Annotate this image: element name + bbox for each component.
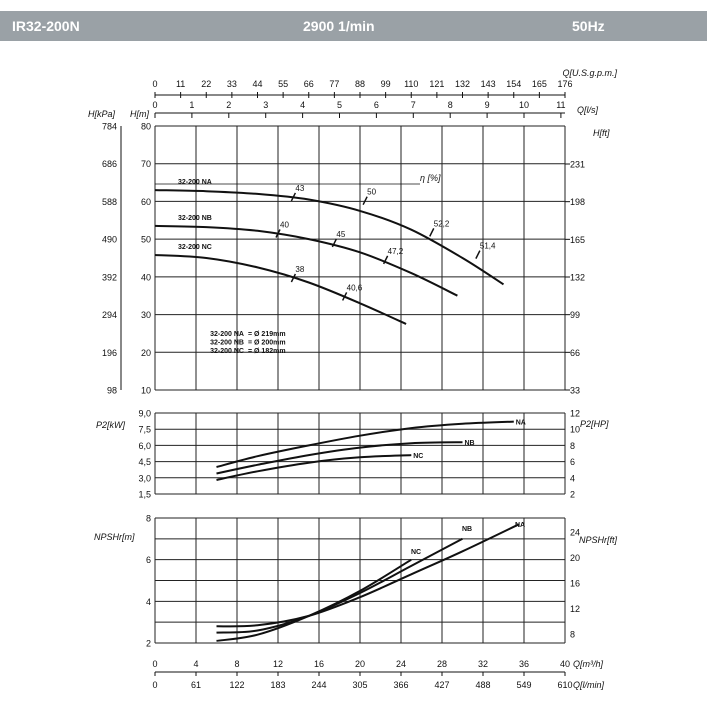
gpm-tick-label: 165 bbox=[531, 79, 547, 89]
lmin-tick-label: 0 bbox=[152, 680, 158, 690]
gpm-tick-label: 77 bbox=[329, 79, 340, 89]
efficiency-value: 40,6 bbox=[346, 283, 363, 293]
ls-tick-label: 5 bbox=[336, 100, 343, 110]
m3h-tick-label: 8 bbox=[234, 659, 240, 669]
power-hp-tick-label: 8 bbox=[570, 440, 576, 451]
gpm-tick-label: 99 bbox=[380, 79, 391, 89]
npsh-curve-label: NA bbox=[515, 522, 526, 529]
npsh-ft-tick-label: 24 bbox=[570, 527, 581, 538]
kpa-tick-label: 392 bbox=[101, 272, 117, 283]
efficiency-value: 45 bbox=[336, 229, 346, 239]
head-m-tick-label: 40 bbox=[140, 272, 151, 283]
kpa-tick-label: 588 bbox=[101, 196, 117, 207]
impeller-legend-model: 32-200 NC bbox=[210, 348, 244, 355]
axis-label-head-m: H[m] bbox=[130, 109, 149, 119]
gpm-tick-label: 0 bbox=[152, 79, 158, 89]
gpm-tick-label: 121 bbox=[429, 79, 445, 89]
npsh-m-tick-label: 2 bbox=[145, 638, 151, 649]
npsh-ft-tick-label: 16 bbox=[570, 578, 581, 589]
power-kw-tick-label: 4,5 bbox=[138, 457, 151, 468]
ls-tick-label: 11 bbox=[556, 100, 566, 110]
axis-label-kpa: H[kPa] bbox=[88, 109, 116, 119]
impeller-legend-diameter: = Ø 182mm bbox=[248, 348, 286, 355]
npsh-m-tick-label: 6 bbox=[145, 555, 151, 566]
ls-tick-label: 1 bbox=[189, 100, 195, 110]
npsh-ft-tick-label: 20 bbox=[570, 553, 581, 563]
gpm-tick-label: 176 bbox=[557, 79, 573, 89]
power-kw-tick-label: 6,0 bbox=[138, 440, 151, 451]
axis-label-head-ft: H[ft] bbox=[593, 128, 610, 138]
ls-tick-label: 9 bbox=[484, 100, 490, 110]
m3h-tick-label: 24 bbox=[395, 659, 407, 669]
head-m-tick-label: 30 bbox=[140, 310, 151, 321]
impeller-legend-diameter: = Ø 219mm bbox=[248, 331, 286, 338]
npsh-ft-tick-label: 12 bbox=[570, 604, 581, 614]
lmin-tick-label: 183 bbox=[270, 680, 286, 690]
head-ft-tick-label: 198 bbox=[570, 197, 586, 208]
kpa-tick-label: 294 bbox=[101, 310, 117, 321]
lmin-tick-label: 549 bbox=[516, 680, 532, 690]
axis-label-npsh-m: NPSHr[m] bbox=[94, 532, 135, 542]
head-curve-nc bbox=[155, 255, 406, 324]
efficiency-tick bbox=[363, 197, 367, 205]
head-ft-tick-label: 132 bbox=[570, 272, 586, 283]
ls-tick-label: 3 bbox=[263, 100, 269, 110]
m3h-tick-label: 12 bbox=[272, 659, 284, 669]
efficiency-value: 51,4 bbox=[479, 241, 496, 251]
ls-tick-label: 8 bbox=[447, 100, 453, 110]
head-m-tick-label: 10 bbox=[140, 385, 151, 396]
efficiency-tick bbox=[476, 251, 480, 259]
axis-label-gpm: Q[U.S.g.p.m.] bbox=[562, 68, 617, 78]
efficiency-value: 43 bbox=[295, 183, 305, 193]
head-ft-tick-label: 66 bbox=[570, 347, 581, 358]
ls-tick-label: 2 bbox=[226, 100, 232, 110]
pump-model: IR32-200N bbox=[12, 18, 80, 34]
m3h-tick-label: 36 bbox=[518, 659, 530, 669]
lmin-tick-label: 610 bbox=[557, 680, 573, 690]
gpm-tick-label: 110 bbox=[404, 79, 419, 89]
head-m-tick-label: 70 bbox=[140, 159, 151, 170]
kpa-tick-label: 490 bbox=[101, 234, 117, 245]
axis-label-npsh-ft: NPSHr[ft] bbox=[579, 535, 618, 545]
power-hp-tick-label: 10 bbox=[570, 424, 581, 435]
head-ft-tick-label: 33 bbox=[570, 385, 581, 396]
npsh-m-tick-label: 8 bbox=[145, 513, 151, 524]
gpm-tick-label: 88 bbox=[354, 79, 366, 89]
efficiency-value: 52,2 bbox=[433, 219, 450, 229]
power-kw-tick-label: 7,5 bbox=[138, 424, 151, 435]
lmin-tick-label: 244 bbox=[311, 680, 327, 690]
npsh-curve-na bbox=[217, 524, 519, 626]
kpa-tick-label: 686 bbox=[101, 159, 117, 170]
ls-tick-label: 6 bbox=[373, 100, 379, 110]
axis-label-lmin: Q[l/min] bbox=[573, 680, 605, 690]
gpm-tick-label: 33 bbox=[226, 79, 237, 89]
power-kw-tick-label: 1,5 bbox=[138, 489, 151, 500]
kpa-tick-label: 98 bbox=[106, 385, 117, 396]
lmin-tick-label: 366 bbox=[393, 680, 409, 690]
m3h-tick-label: 20 bbox=[354, 659, 366, 669]
power-curve-label: NC bbox=[413, 453, 424, 461]
m3h-tick-label: 28 bbox=[436, 659, 448, 669]
ls-tick-label: 7 bbox=[410, 100, 416, 110]
ls-tick-label: 4 bbox=[300, 100, 306, 110]
ls-tick-label: 10 bbox=[518, 100, 530, 110]
npsh-curve-label: NB bbox=[462, 526, 473, 533]
impeller-legend-model: 32-200 NA bbox=[210, 331, 244, 338]
m3h-tick-label: 0 bbox=[152, 659, 158, 669]
head-curve-label: 32-200 NC bbox=[178, 244, 212, 251]
pump-frequency: 50Hz bbox=[572, 18, 605, 34]
power-hp-tick-label: 4 bbox=[570, 473, 576, 484]
head-m-tick-label: 20 bbox=[140, 347, 151, 358]
head-curve-label: 32-200 NB bbox=[178, 215, 212, 222]
gpm-tick-label: 143 bbox=[480, 79, 496, 89]
lmin-tick-label: 427 bbox=[434, 680, 450, 690]
gpm-tick-label: 44 bbox=[252, 79, 263, 89]
impeller-legend-model: 32-200 NB bbox=[210, 339, 244, 347]
efficiency-tick bbox=[430, 228, 434, 236]
power-curve-label: NA bbox=[515, 419, 526, 427]
power-hp-tick-label: 6 bbox=[570, 457, 576, 468]
head-m-tick-label: 50 bbox=[140, 234, 151, 245]
m3h-tick-label: 4 bbox=[193, 659, 199, 669]
ls-tick-label: 0 bbox=[152, 100, 158, 110]
npsh-ft-tick-label: 8 bbox=[570, 629, 576, 640]
axis-label-m3h: Q[m³/h] bbox=[573, 659, 604, 669]
npsh-curve-label: NC bbox=[411, 549, 422, 556]
kpa-tick-label: 784 bbox=[101, 121, 117, 132]
head-curve-label: 32-200 NA bbox=[178, 179, 212, 186]
efficiency-value: 40 bbox=[280, 220, 289, 230]
efficiency-label: η [%] bbox=[420, 173, 441, 183]
head-ft-tick-label: 165 bbox=[570, 234, 586, 245]
lmin-tick-label: 61 bbox=[190, 680, 202, 690]
axis-label-power-kw: P2[kW] bbox=[96, 420, 126, 430]
axis-label-ls: Q[l/s] bbox=[576, 105, 598, 115]
power-kw-tick-label: 9,0 bbox=[138, 408, 151, 419]
m3h-tick-label: 32 bbox=[477, 659, 489, 669]
lmin-tick-label: 488 bbox=[475, 680, 491, 690]
efficiency-value: 50 bbox=[367, 187, 377, 197]
axis-label-power-hp: P2[HP] bbox=[580, 419, 609, 429]
head-ft-tick-label: 99 bbox=[570, 310, 581, 321]
gpm-tick-label: 55 bbox=[278, 79, 289, 89]
m3h-tick-label: 40 bbox=[559, 659, 571, 669]
gpm-tick-label: 11 bbox=[175, 79, 186, 89]
gpm-tick-label: 22 bbox=[201, 79, 212, 89]
power-curve-label: NB bbox=[464, 440, 475, 448]
head-m-tick-label: 60 bbox=[140, 196, 151, 207]
power-hp-tick-label: 2 bbox=[570, 489, 576, 500]
power-hp-tick-label: 12 bbox=[570, 408, 581, 419]
npsh-curve-nb bbox=[217, 539, 463, 633]
npsh-m-tick-label: 4 bbox=[145, 596, 151, 607]
m3h-tick-label: 16 bbox=[313, 659, 325, 669]
efficiency-value: 47,2 bbox=[387, 246, 404, 256]
head-curve-nb bbox=[155, 226, 457, 296]
gpm-tick-label: 66 bbox=[303, 79, 314, 89]
gpm-tick-label: 154 bbox=[506, 79, 522, 89]
npsh-curve-nc bbox=[217, 560, 412, 641]
kpa-tick-label: 196 bbox=[101, 347, 117, 358]
efficiency-value: 38 bbox=[295, 264, 305, 274]
impeller-legend-diameter: = Ø 200mm bbox=[248, 339, 286, 347]
head-ft-tick-label: 231 bbox=[570, 159, 586, 170]
gpm-tick-label: 132 bbox=[454, 79, 471, 89]
lmin-tick-label: 122 bbox=[229, 680, 245, 690]
pump-speed: 2900 1/min bbox=[303, 18, 375, 34]
power-kw-tick-label: 3,0 bbox=[138, 473, 151, 484]
head-m-tick-label: 80 bbox=[140, 121, 151, 132]
lmin-tick-label: 305 bbox=[352, 680, 368, 690]
